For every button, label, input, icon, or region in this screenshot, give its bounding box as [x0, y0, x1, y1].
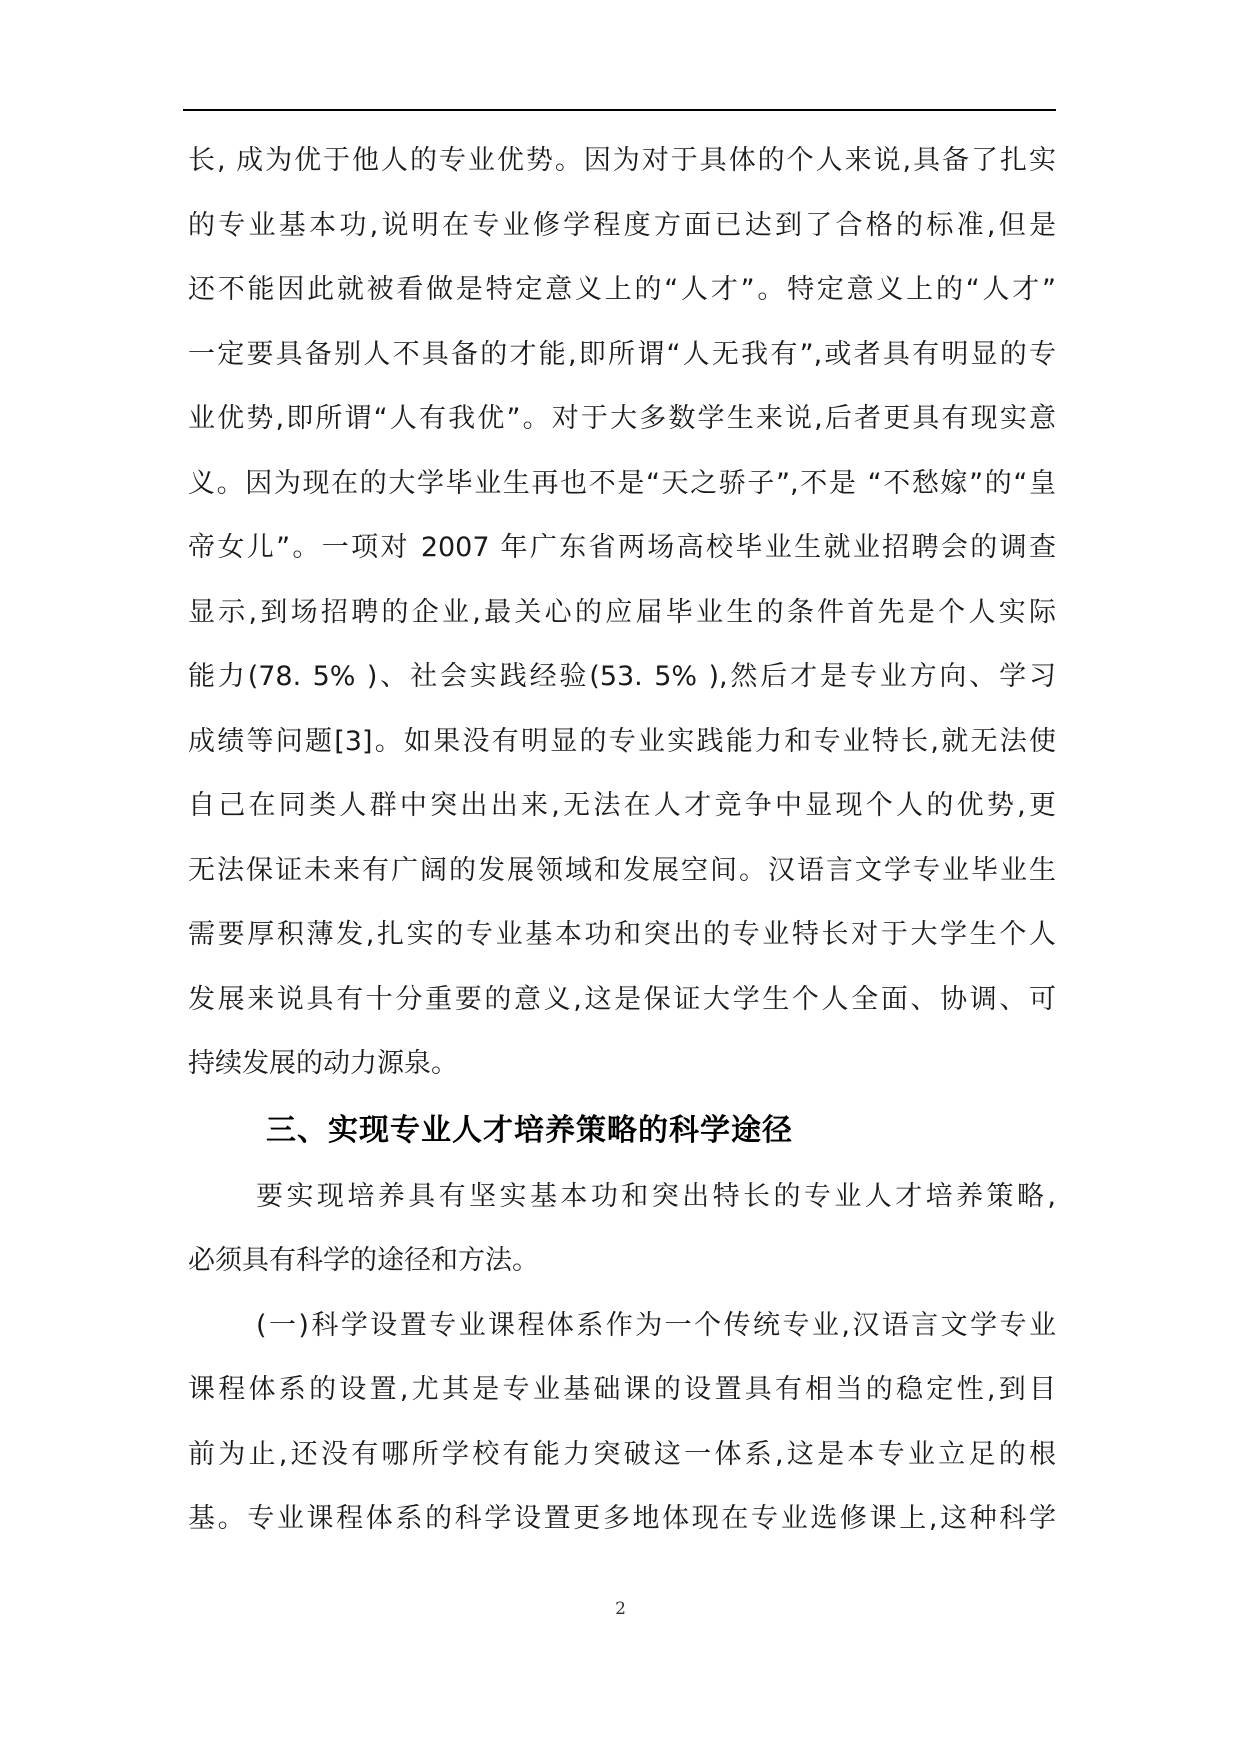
paragraph-line: 自己在同类人群中突出出来,无法在人才竞争中显现个人的优势,更 [188, 790, 1056, 821]
paragraph-line: 需要厚积薄发,扎实的专业基本功和突出的专业特长对于大学生个人 [188, 919, 1056, 950]
body-text [188, 129, 1056, 1552]
paragraph-line: 无法保证未来有广阔的发展领域和发展空间。汉语言文学专业毕业生 [188, 854, 1056, 886]
paragraph-line: 成绩等问题[3]。如果没有明显的专业实践能力和专业特长,就无法使 [188, 725, 1056, 757]
paragraph-line: 一定要具备别人不具备的才能,即所谓“人无我有”,或者具有明显的专 [188, 338, 1056, 370]
paragraph-line: 业优势,即所谓“人有我优”。对于大多数学生来说,后者更具有现实意 [188, 403, 1056, 434]
section-heading: 三、实现专业人才培养策略的科学途径 [266, 1112, 793, 1148]
paragraph-line: 帝女儿”。一项对 2007 年广东省两场高校毕业生就业招聘会的调查 [188, 532, 1056, 563]
paragraph-line: 的专业基本功,说明在专业修学程度方面已达到了合格的标准,但是 [188, 209, 1056, 241]
paragraph-line: 长, 成为优于他人的专业优势。因为对于具体的个人来说,具备了扎实 [188, 145, 1056, 176]
paragraph-line: 必须具有科学的途径和方法。 [188, 1245, 539, 1276]
page-number: 2 [615, 1599, 626, 1619]
paragraph-line: 基。专业课程体系的科学设置更多地体现在专业选修课上,这种科学 [188, 1503, 1056, 1534]
paragraph-line: 持续发展的动力源泉。 [188, 1048, 458, 1079]
header-rule [183, 109, 1056, 111]
paragraph-line: 前为止,还没有哪所学校有能力突破这一体系,这是本专业立足的根 [188, 1438, 1056, 1470]
paragraph-line: 课程体系的设置,尤其是专业基础课的设置具有相当的稳定性,到目 [188, 1374, 1056, 1405]
paragraph-line: 显示,到场招聘的企业,最关心的应届毕业生的条件首先是个人实际 [188, 596, 1056, 628]
paragraph-line: 义。因为现在的大学毕业生再也不是“天之骄子”,不是 “不愁嫁”的“皇 [188, 467, 1056, 499]
paragraph-line: 要实现培养具有坚实基本功和突出特长的专业人才培养策略, [256, 1180, 1056, 1212]
paragraph-line: 能力(78. 5% )、社会实践经验(53. 5% ),然后才是专业方向、学习 [188, 661, 1056, 692]
paragraph-line: (一)科学设置专业课程体系作为一个传统专业,汉语言文学专业 [256, 1309, 1056, 1341]
paragraph-line: 还不能因此就被看做是特定意义上的“人才”。特定意义上的“人才” [188, 274, 1056, 305]
paragraph-line: 发展来说具有十分重要的意义,这是保证大学生个人全面、协调、可 [188, 983, 1056, 1015]
